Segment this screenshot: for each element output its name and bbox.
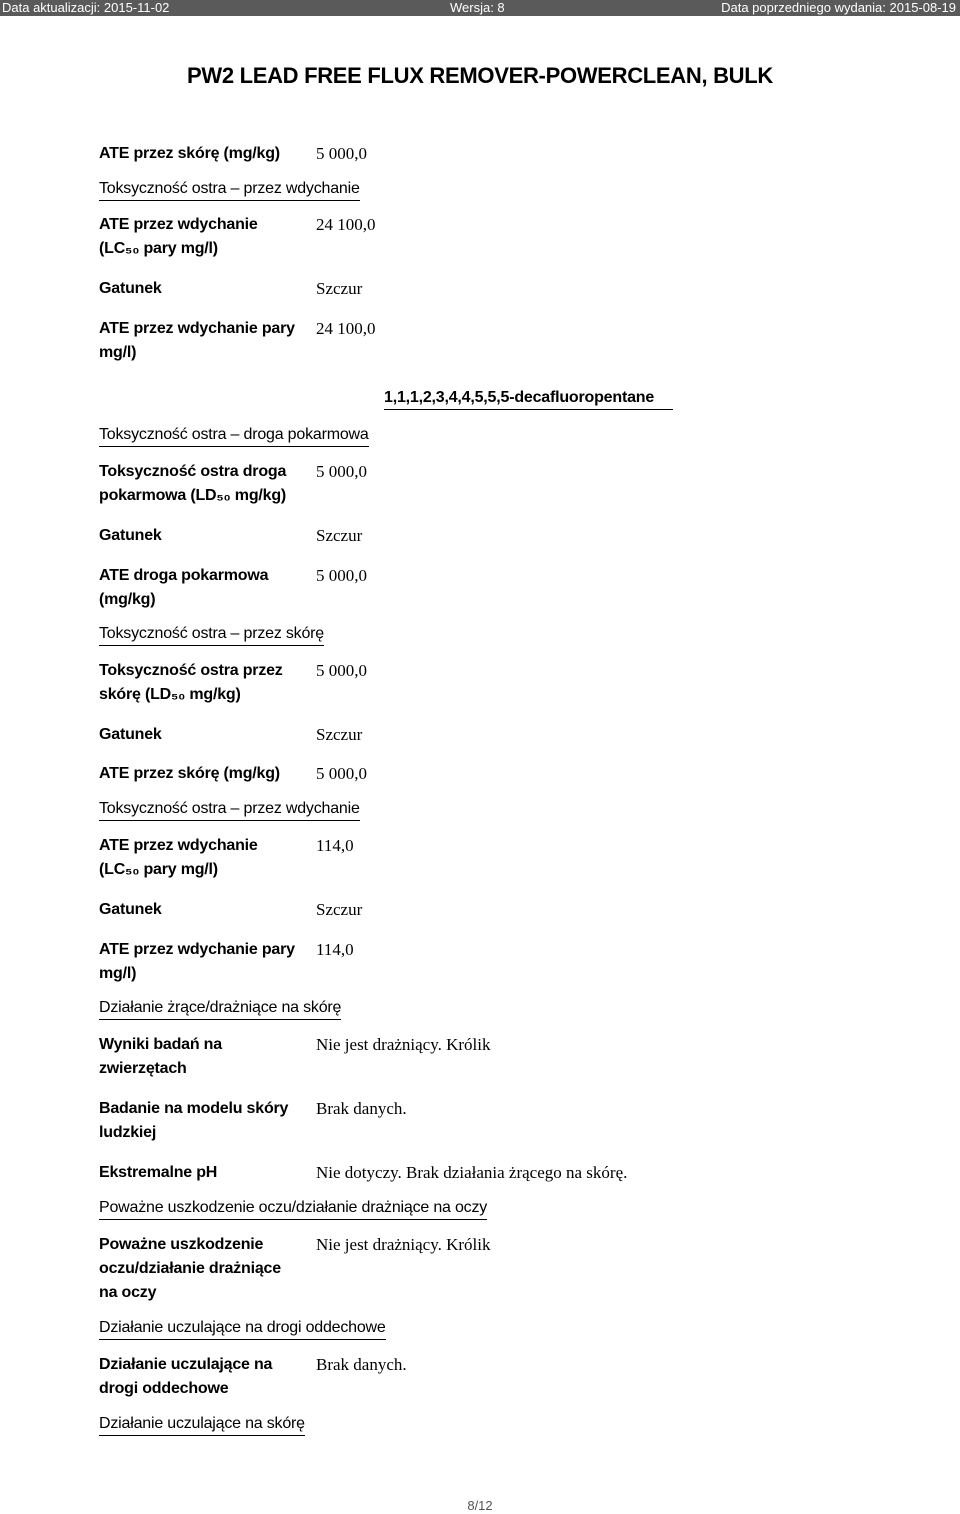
eye-damage-label-2: oczu/działanie drażniące: [99, 1260, 281, 1277]
eye-damage-value: Nie jest drażniący. Królik: [316, 1235, 491, 1254]
ate-inhalation-label: ATE przez wdychanie: [99, 837, 258, 854]
extreme-ph-value: Nie dotyczy. Brak działania żrącego na skórę.: [316, 1163, 628, 1182]
species-value: Szczur: [316, 725, 363, 744]
species-label: Gatunek: [99, 527, 162, 544]
animal-results-label: Wyniki badań na: [99, 1036, 222, 1053]
oral-ld50-label-2: pokarmowa (LD₅₀ mg/kg): [99, 487, 287, 504]
section-skin-corrosion-heading: Działanie żrące/drażniące na skórę: [99, 997, 341, 1020]
ate-skin-label: ATE przez skórę (mg/kg): [99, 765, 280, 782]
update-date: Data aktualizacji: 2015-11-02: [2, 0, 170, 15]
section-skin-sensitisation-heading: Działanie uczulające na skórę: [99, 1413, 305, 1436]
ate-vapour-label-2: mg/l): [99, 965, 137, 982]
animal-results-label-2: zwierzętach: [99, 1060, 187, 1077]
ate-inhalation-label-2: (LC₅₀ pary mg/l): [99, 861, 218, 878]
section-eye-damage-heading: Poważne uszkodzenie oczu/działanie drażniące na oczy: [99, 1197, 487, 1220]
page-number: 8/12: [467, 1498, 493, 1513]
respiratory-sensitisation-label: Działanie uczulające na: [99, 1356, 273, 1373]
species-value: Szczur: [316, 900, 363, 919]
species-label: Gatunek: [99, 901, 162, 918]
skin-ld50-label-2: skórę (LD₅₀ mg/kg): [99, 686, 241, 703]
eye-damage-label-3: na oczy: [99, 1284, 157, 1301]
ate-oral-value: 5 000,0: [316, 566, 367, 585]
ate-skin-value: 5 000,0: [316, 764, 367, 783]
section-skin-heading: Toksyczność ostra – przez skórę: [99, 623, 324, 646]
ate-inhalation-value: 114,0: [316, 836, 354, 855]
ate-inhalation-label-2: (LC₅₀ pary mg/l): [99, 240, 218, 257]
ate-oral-label: ATE droga pokarmowa: [99, 567, 269, 584]
extreme-ph-label: Ekstremalne pH: [99, 1164, 218, 1181]
oral-ld50-value: 5 000,0: [316, 462, 367, 481]
respiratory-sensitisation-value: Brak danych.: [316, 1355, 407, 1374]
skin-ld50-value: 5 000,0: [316, 661, 367, 680]
respiratory-sensitisation-label-2: drogi oddechowe: [99, 1380, 229, 1397]
ate-oral-label-2: (mg/kg): [99, 591, 156, 608]
previous-date: Data poprzedniego wydania: 2015-08-19: [721, 0, 956, 15]
ate-skin-label: ATE przez skórę (mg/kg): [99, 145, 280, 162]
oral-ld50-label: Toksyczność ostra droga: [99, 463, 287, 480]
species-label: Gatunek: [99, 280, 162, 297]
section-oral-heading: Toksyczność ostra – droga pokarmowa: [99, 424, 369, 447]
ate-vapour-label-2: mg/l): [99, 344, 137, 361]
ate-vapour-value: 114,0: [316, 940, 354, 959]
header-bar: [0, 0, 960, 16]
section-inhalation-heading: Toksyczność ostra – przez wdychanie: [99, 798, 360, 821]
section-respiratory-sensitisation-heading: Działanie uczulające na drogi oddechowe: [99, 1317, 386, 1340]
species-label: Gatunek: [99, 726, 162, 743]
ate-skin-value: 5 000,0: [316, 144, 367, 163]
skin-ld50-label: Toksyczność ostra przez: [99, 662, 283, 679]
version: Wersja: 8: [450, 0, 505, 15]
ate-vapour-label: ATE przez wdychanie pary: [99, 320, 295, 337]
substance-underline: [384, 409, 673, 410]
substance-name: 1,1,1,2,3,4,4,5,5,5-decafluoropentane: [384, 389, 655, 406]
animal-results-value: Nie jest drażniący. Królik: [316, 1035, 491, 1054]
ate-inhalation-label: ATE przez wdychanie: [99, 216, 258, 233]
human-skin-model-value: Brak danych.: [316, 1099, 407, 1118]
ate-vapour-value: 24 100,0: [316, 319, 376, 338]
eye-damage-label: Poważne uszkodzenie: [99, 1236, 264, 1253]
document-title: PW2 LEAD FREE FLUX REMOVER-POWERCLEAN, BULK: [187, 63, 773, 88]
ate-inhalation-value: 24 100,0: [316, 215, 376, 234]
ate-vapour-label: ATE przez wdychanie pary: [99, 941, 295, 958]
human-skin-model-label-2: ludzkiej: [99, 1124, 157, 1141]
species-value: Szczur: [316, 526, 363, 545]
human-skin-model-label: Badanie na modelu skóry: [99, 1100, 289, 1117]
species-value: Szczur: [316, 279, 363, 298]
section-inhalation-heading: Toksyczność ostra – przez wdychanie: [99, 178, 360, 201]
